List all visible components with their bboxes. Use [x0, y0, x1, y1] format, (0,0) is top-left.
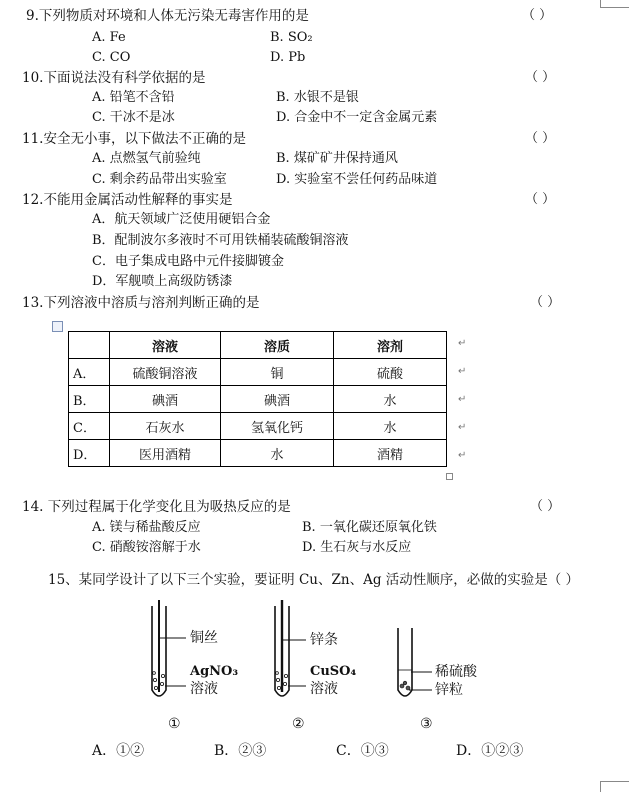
tube-1-top-label: 铜丝	[190, 630, 218, 646]
q14-option-a: A. 镁与稀盐酸反应	[92, 520, 201, 535]
q9-option-b: B. SO₂	[270, 30, 313, 45]
table-cell: 石灰水	[110, 413, 221, 440]
q11-option-b: B. 煤矿矿井保持通风	[276, 151, 398, 166]
q9-option-d: D. Pb	[270, 50, 306, 65]
q15-option-c: C．①③	[336, 743, 389, 759]
tube-2-number: ②	[292, 716, 305, 732]
table-row	[69, 440, 447, 467]
table-cell: 酒精	[334, 440, 447, 467]
q12-option-d: D．军舰喷上高级防锈漆	[92, 274, 233, 289]
row-end-mark: ↵	[458, 422, 467, 433]
q9-option-c: C. CO	[92, 50, 131, 65]
tube-3-top-label: 稀硫酸	[435, 664, 477, 680]
tube-2-reagent: CuSO₄	[310, 664, 357, 679]
row-end-mark: ↵	[458, 338, 467, 349]
q12-answer-paren: （ ）	[525, 192, 556, 207]
q11-answer-paren: （ ）	[525, 131, 556, 146]
tube-3-number: ③	[420, 716, 433, 732]
q10-option-b: B. 水银不是银	[276, 90, 359, 105]
table-header-cell: 溶液	[110, 332, 221, 359]
q12-option-b: B．配制波尔多液时不可用铁桶装硫酸铜溶液	[92, 233, 349, 248]
q12-stem: 12.不能用金属活动性解释的事实是	[22, 192, 233, 208]
tube-2-top-label: 锌条	[310, 632, 338, 648]
solution-table	[68, 331, 447, 467]
table-cell: 碘酒	[221, 386, 334, 413]
table-cell: 氢氧化钙	[221, 413, 334, 440]
table-move-handle-icon[interactable]	[52, 321, 63, 332]
table-row	[69, 386, 447, 413]
table-resize-handle[interactable]	[446, 473, 453, 480]
q15-stem: 15、某同学设计了以下三个实验，要证明 Cu、Zn、Ag 活动性顺序，必做的实验是（ ）	[48, 572, 580, 588]
q15-option-d: D．①②③	[456, 743, 524, 759]
q10-stem: 10.下面说法没有科学依据的是	[22, 70, 206, 86]
table-header-cell: 溶质	[221, 332, 334, 359]
table-cell: 水	[334, 413, 447, 440]
q10-option-a: A. 铅笔不含铅	[92, 90, 175, 105]
q14-answer-paren: （ ）	[530, 499, 561, 514]
q14-stem: 14. 下列过程属于化学变化且为吸热反应的是	[22, 499, 291, 515]
table-cell: 硫酸铜溶液	[110, 359, 221, 386]
q12-option-c: C．电子集成电路中元件接脚镀金	[92, 254, 284, 269]
q12-option-a: A．航天领域广泛使用硬铝合金	[92, 212, 271, 227]
q15-option-b: B．②③	[214, 743, 267, 759]
table-cell: B．	[69, 386, 110, 413]
q11-option-c: C. 剩余药品带出实验室	[92, 172, 227, 187]
test-tube-3-icon	[398, 628, 432, 696]
table-header-cell: 溶剂	[334, 332, 447, 359]
table-cell: D．	[69, 440, 110, 467]
tube-1-number: ①	[168, 716, 181, 732]
q9-option-a: A. Fe	[92, 30, 126, 45]
table-cell: 硫酸	[334, 359, 447, 386]
q11-option-d: D. 实验室不尝任何药品味道	[276, 172, 438, 187]
tube-1-reagent-suffix: 溶液	[190, 681, 218, 697]
q10-option-d: D. 合金中不一定含金属元素	[276, 110, 438, 125]
q14-option-b: B. 一氧化碳还原氧化铁	[302, 520, 437, 535]
table-row	[69, 359, 447, 386]
table-cell: 铜	[221, 359, 334, 386]
row-end-mark: ↵	[458, 394, 467, 405]
table-cell: A．	[69, 359, 110, 386]
q15-option-a: A．①②	[92, 743, 145, 759]
q10-option-c: C. 干冰不是冰	[92, 110, 175, 125]
table-cell: 水	[221, 440, 334, 467]
q13-stem: 13.下列溶液中溶质与溶剂判断正确的是	[22, 295, 260, 311]
table-cell: 碘酒	[110, 386, 221, 413]
q11-stem: 11.安全无小事，以下做法不正确的是	[22, 131, 246, 147]
row-end-mark: ↵	[458, 366, 467, 377]
q9-stem: 9.下列物质对环境和人体无污染无毒害作用的是	[26, 8, 309, 24]
q14-option-d: D. 生石灰与水反应	[302, 540, 412, 555]
q13-answer-paren: （ ）	[530, 295, 561, 310]
q14-option-c: C. 硝酸铵溶解于水	[92, 540, 201, 555]
test-tube-2-icon	[275, 600, 306, 696]
test-tube-1-icon	[152, 600, 186, 696]
table-cell: C．	[69, 413, 110, 440]
row-end-mark: ↵	[458, 450, 467, 461]
table-cell: 水	[334, 386, 447, 413]
tube-2-reagent-suffix: 溶液	[310, 681, 338, 697]
tube-3-bottom-label: 锌粒	[435, 682, 463, 698]
q9-answer-paren: （ ）	[522, 8, 553, 23]
q11-option-a: A. 点燃氢气前验纯	[92, 151, 201, 166]
table-header-cell	[69, 332, 110, 359]
table-row	[69, 413, 447, 440]
q10-answer-paren: （ ）	[525, 70, 556, 85]
table-cell: 医用酒精	[110, 440, 221, 467]
table-header-row	[69, 332, 447, 359]
tube-1-reagent: AgNO₃	[190, 664, 239, 679]
